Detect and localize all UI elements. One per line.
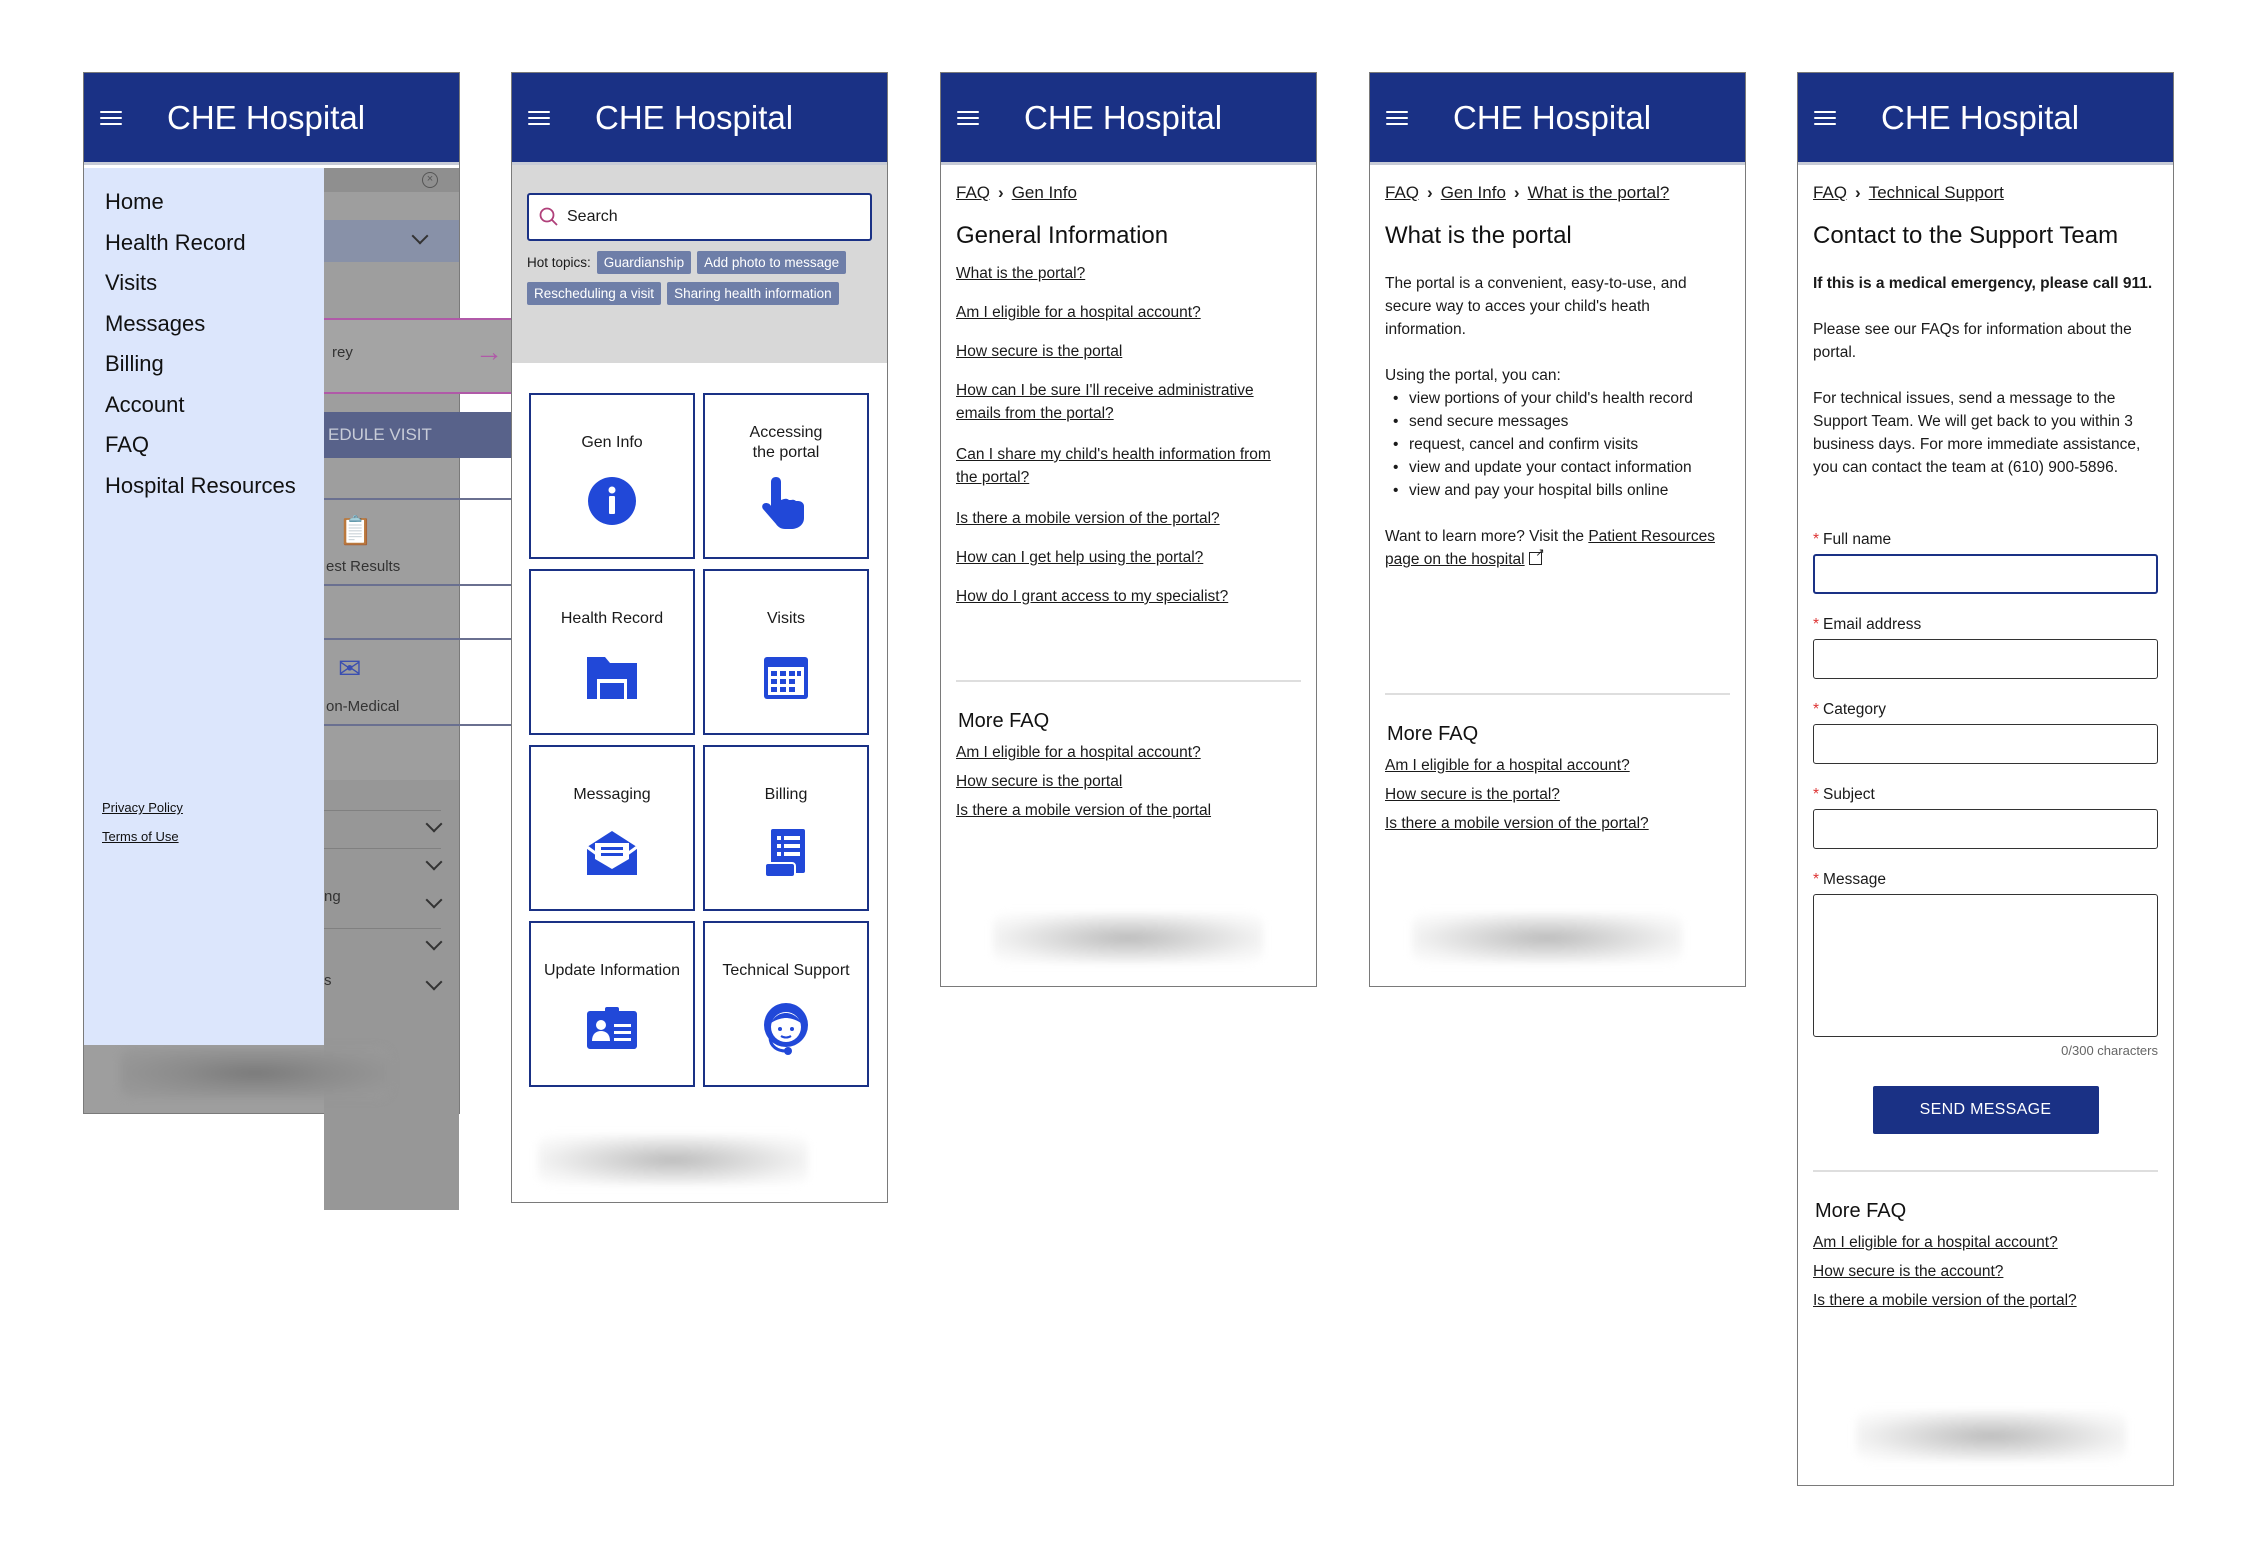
breadcrumb-faq[interactable]: FAQ — [1813, 183, 1848, 202]
learn-more-text — [1385, 525, 1730, 571]
more-faq-heading: More FAQ — [1387, 723, 1479, 745]
menu-item-hospital-resources[interactable]: Hospital Resources — [105, 472, 296, 498]
breadcrumb-technical-support[interactable]: Technical Support — [1868, 183, 2004, 202]
app-bar — [941, 73, 1316, 165]
menu-item-account[interactable]: Account — [105, 391, 185, 417]
faq-link[interactable]: How can I be sure I'll receive administrative emails from the portal? — [956, 382, 1254, 422]
chip-rescheduling[interactable]: Rescheduling a visit — [527, 282, 661, 305]
id-card-icon — [584, 1001, 640, 1057]
feature-item: • view portions of your child's health record — [1385, 387, 1730, 410]
tile-billing[interactable] — [703, 745, 869, 911]
hamburger-menu-icon[interactable] — [100, 111, 122, 125]
privacy-policy-link[interactable]: Privacy Policy — [102, 800, 183, 815]
divider — [1385, 693, 1730, 695]
app-bar — [1370, 73, 1745, 165]
technical-support-screen — [1797, 72, 2174, 1486]
category-field[interactable] — [1813, 724, 2158, 764]
support-form — [1813, 531, 2158, 1134]
chip-sharing-health-info[interactable]: Sharing health information — [667, 282, 839, 305]
app-bar — [84, 73, 459, 165]
hot-topics-label: Hot topics: — [527, 255, 591, 270]
menu-item-billing[interactable]: Billing — [105, 351, 164, 376]
tile-visits[interactable] — [703, 569, 869, 735]
app-title: CHE Hospital — [1881, 98, 2080, 136]
topic-grid — [512, 363, 887, 1087]
full-name-label: * Full name — [1813, 531, 1892, 548]
patient-resources-link[interactable]: Patient Resources page on the hospital — [1385, 528, 1715, 568]
menu-item-health-record[interactable]: Health Record — [105, 229, 246, 255]
row-fragment: s — [324, 972, 332, 989]
faq-link[interactable]: What is the portal? — [956, 265, 1086, 282]
breadcrumb-what-is-portal[interactable]: What is the portal? — [1527, 183, 1670, 202]
tile-technical-support[interactable] — [703, 921, 869, 1087]
app-bar — [512, 73, 887, 165]
blurred-logo — [1412, 913, 1682, 963]
pointer-hand-icon — [758, 473, 814, 529]
envelope-icon — [584, 825, 640, 881]
bill-icon — [758, 825, 814, 881]
menu-item-faq[interactable]: FAQ — [105, 432, 150, 457]
faq-link[interactable]: Can I share my child's health information from the portal? — [956, 446, 1271, 486]
breadcrumb-gen-info[interactable]: Gen Info — [1011, 183, 1077, 202]
support-agent-icon — [758, 1001, 814, 1057]
envelope-icon: ✉ — [338, 653, 362, 684]
page-title: General Information — [956, 222, 1169, 249]
external-link-icon[interactable]: ↗ — [1529, 552, 1542, 565]
nav-drawer — [84, 168, 324, 1045]
emergency-text: If this is a medical emergency, please call 911. — [1813, 275, 2153, 292]
terms-of-use-link[interactable]: Terms of Use — [102, 829, 179, 844]
breadcrumb — [1385, 181, 1730, 204]
hamburger-menu-icon[interactable] — [528, 111, 550, 125]
feature-item: • view and update your contact information — [1385, 456, 1730, 479]
more-faq-link[interactable]: Is there a mobile version of the portal? — [1385, 815, 1649, 832]
more-faq-link[interactable]: Is there a mobile version of the portal? — [1813, 1292, 2077, 1309]
using-text: Using the portal, you can: — [1385, 367, 1561, 384]
blurred-logo — [538, 1135, 808, 1185]
tile-gen-info[interactable] — [529, 393, 695, 559]
faq-link[interactable]: Is there a mobile version of the portal? — [956, 510, 1220, 527]
app-title: CHE Hospital — [167, 98, 366, 136]
app-title: CHE Hospital — [595, 98, 794, 136]
message-textarea[interactable] — [1813, 894, 2158, 1037]
learn-more-prefix: Want to learn more? Visit the — [1385, 528, 1589, 545]
tile-label: Billing — [764, 786, 808, 803]
chevron-right-icon: › — [998, 182, 1004, 202]
more-faq-link[interactable]: Am I eligible for a hospital account? — [956, 744, 1201, 761]
email-label: * Email address — [1813, 616, 1922, 633]
chevron-right-icon: › — [1855, 182, 1861, 202]
blurred-logo — [1856, 1411, 2126, 1461]
more-faq-link[interactable]: Is there a mobile version of the portal — [956, 802, 1212, 819]
features-list — [1385, 387, 1730, 502]
faq-link[interactable]: Am I eligible for a hospital account? — [956, 304, 1201, 321]
app-title: CHE Hospital — [1453, 98, 1652, 136]
email-field[interactable] — [1813, 639, 2158, 679]
search-input[interactable] — [527, 193, 872, 241]
menu-item-visits[interactable]: Visits — [105, 270, 158, 295]
tech-issues-text: For technical issues, send a message to the Support Team. We will get back to you within 3 business days. For more immediate assistance, you can contact the team at (610) 900-5896. — [1813, 390, 2141, 476]
menu-screen — [83, 72, 503, 1114]
blurred-logo — [993, 913, 1263, 963]
chevron-right-icon: › — [1427, 182, 1433, 202]
intro-text: The portal is a convenient, easy-to-use, and secure way to acces your child's heath information. — [1385, 275, 1687, 338]
close-circle-icon: × — [422, 172, 438, 188]
feature-item: • request, cancel and confirm visits — [1385, 433, 1730, 456]
full-name-field[interactable] — [1813, 554, 2158, 594]
page-title: Contact to the Support Team — [1813, 222, 2119, 249]
faq-link[interactable]: How can I get help using the portal? — [956, 549, 1204, 566]
faq-link[interactable]: How do I grant access to my specialist? — [956, 588, 1229, 605]
more-faq-link[interactable]: How secure is the portal? — [1385, 786, 1560, 803]
page-title: What is the portal — [1385, 222, 1572, 249]
message-label: * Message — [1813, 871, 1886, 888]
chip-add-photo[interactable]: Add photo to message — [697, 251, 846, 274]
breadcrumb — [1813, 181, 2158, 204]
row-fragment: ng — [324, 888, 341, 905]
tile-label: Health Record — [560, 610, 664, 627]
blurred-logo — [120, 1048, 390, 1098]
subject-field[interactable] — [1813, 809, 2158, 849]
tile-accessing-portal[interactable] — [703, 393, 869, 559]
feature-item: • view and pay your hospital bills online — [1385, 479, 1730, 502]
search-panel — [512, 165, 887, 363]
test-results-text: est Results — [326, 558, 401, 575]
survey-text: rey — [332, 344, 353, 361]
breadcrumb-faq[interactable]: FAQ — [956, 183, 991, 202]
more-faq-link[interactable]: Am I eligible for a hospital account? — [1385, 757, 1630, 774]
tile-label: Update Information — [543, 962, 681, 979]
what-is-portal-screen — [1369, 72, 1746, 987]
hamburger-menu-icon[interactable] — [957, 111, 979, 125]
more-faq-link[interactable]: How secure is the portal — [956, 773, 1123, 790]
send-message-button[interactable]: SEND MESSAGE — [1873, 1086, 2099, 1134]
tile-label: Technical Support — [722, 962, 850, 979]
more-faq-heading: More FAQ — [1815, 1200, 1907, 1222]
category-label: * Category — [1813, 701, 1886, 718]
menu-item-home[interactable]: Home — [105, 189, 164, 214]
tile-health-record[interactable] — [529, 569, 695, 735]
more-faq-link[interactable]: How secure is the account? — [1813, 1263, 2004, 1280]
arrow-right-icon: → — [475, 336, 503, 367]
clipboard-icon: 📋 — [338, 515, 373, 546]
hamburger-menu-icon[interactable] — [1814, 111, 1836, 125]
tile-update-information[interactable] — [529, 921, 695, 1087]
more-faq-heading: More FAQ — [958, 710, 1050, 732]
tile-label: Messaging — [573, 786, 651, 803]
tile-label: Gen Info — [581, 434, 643, 451]
hamburger-menu-icon[interactable] — [1386, 111, 1408, 125]
tile-label: Visits — [767, 610, 805, 627]
divider — [956, 680, 1301, 682]
app-title: CHE Hospital — [1024, 98, 1223, 136]
schedule-visit-button: EDULE VISIT — [284, 412, 527, 458]
tile-label: Accessing the portal — [749, 424, 823, 461]
see-faq-text: Please see our FAQs for information about the portal. — [1813, 321, 2132, 361]
faq-link[interactable]: How secure is the portal — [956, 343, 1123, 360]
search-placeholder: Search — [567, 208, 618, 225]
feature-item: • send secure messages — [1385, 410, 1730, 433]
calendar-icon — [758, 649, 814, 705]
subject-label: * Subject — [1813, 786, 1875, 803]
folder-icon — [584, 649, 640, 705]
non-medical-text: on-Medical — [326, 698, 400, 715]
search-icon — [539, 207, 559, 227]
tile-messaging[interactable] — [529, 745, 695, 911]
char-counter: 0/300 characters — [2061, 1043, 2158, 1058]
app-bar — [1798, 73, 2173, 165]
help-home-screen — [511, 72, 888, 1203]
chip-guardianship[interactable]: Guardianship — [597, 251, 691, 274]
general-information-screen — [940, 72, 1317, 987]
breadcrumb-faq[interactable]: FAQ — [1385, 183, 1420, 202]
more-faq-link[interactable]: Am I eligible for a hospital account? — [1813, 1234, 2058, 1251]
breadcrumb — [956, 181, 1301, 204]
info-icon — [584, 473, 640, 529]
breadcrumb-gen-info[interactable]: Gen Info — [1440, 183, 1506, 202]
divider — [1813, 1170, 2158, 1172]
menu-item-messages[interactable]: Messages — [105, 310, 206, 336]
chevron-right-icon: › — [1513, 182, 1520, 202]
